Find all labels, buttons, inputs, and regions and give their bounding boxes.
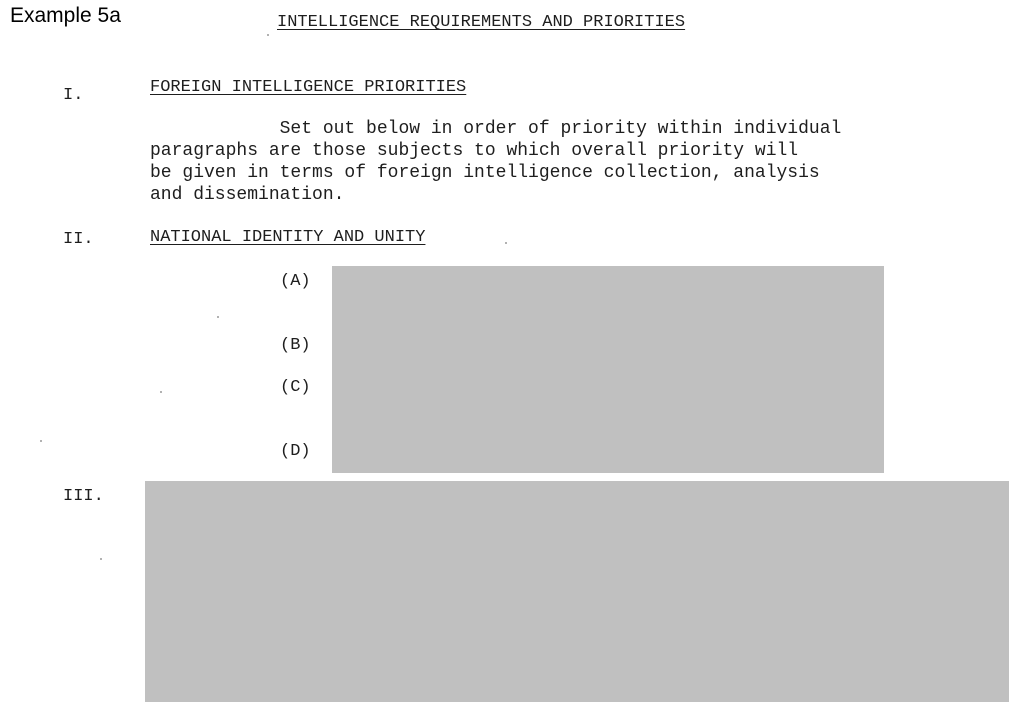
scan-speck [160,391,162,393]
document-title: INTELLIGENCE REQUIREMENTS AND PRIORITIES [277,13,686,32]
scan-speck [505,242,507,244]
subitem-label-a: (A) [280,272,311,291]
section-number-ii: II. [63,230,94,249]
subitem-label-c: (C) [280,378,311,397]
section-number-iii: III. [63,487,104,506]
section-number-i: I. [63,86,84,105]
section-heading-national-identity-and-unity: NATIONAL IDENTITY AND UNITY [150,228,426,247]
scan-speck [217,316,219,318]
section-heading-foreign-intelligence-priorities: FOREIGN INTELLIGENCE PRIORITIES [150,78,467,97]
scan-speck [267,34,269,36]
scan-speck [40,440,42,442]
section-body-paragraph: Set out below in order of priority within individual paragraphs are those subjects to which overall priority will be given in terms of foreign intelligence collection, analysis and dissemination. [150,119,842,205]
subitem-label-b: (B) [280,336,311,355]
subitem-label-d: (D) [280,442,311,461]
scan-speck [100,558,102,560]
redaction-block-section-ii [332,266,884,473]
redaction-block-section-iii [145,481,1009,702]
example-label: Example 5a [10,4,121,27]
